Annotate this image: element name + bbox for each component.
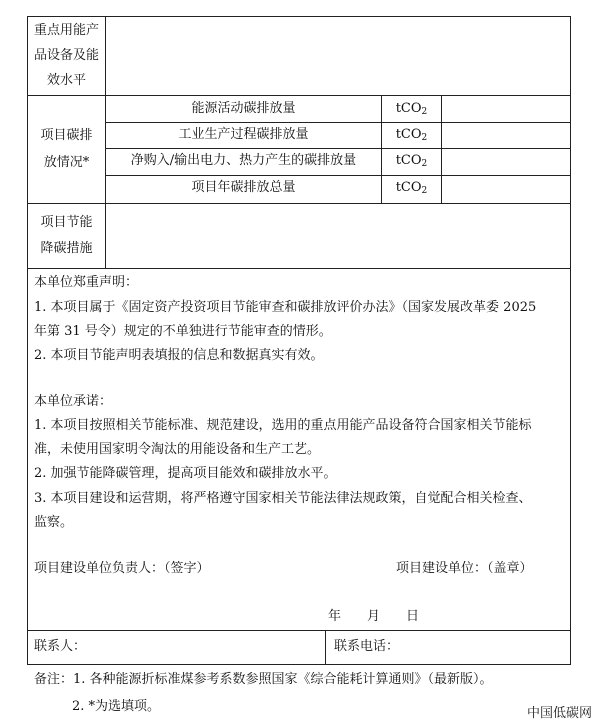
emission-unit: tCO$_2$	[395, 127, 428, 143]
watermark-text: 中国低碳网	[526, 706, 592, 721]
commitment-item-2: 2. 加强节能降碳管理，提高项目能效和碳排放水平。	[34, 466, 337, 481]
emission-item-label: 工业生产过程碳排放量	[178, 127, 309, 142]
emission-item-label: 能源活动碳排放量	[191, 101, 296, 116]
table-left-border	[27, 16, 28, 665]
emission-item-label: 净购入/输出电力、热力产生的碳排放量	[130, 153, 357, 168]
responsible-signature[interactable]: 项目建设单位负责人：（签字）	[34, 561, 210, 576]
commitment-item-3-line-2: 监察。	[34, 515, 74, 530]
notes-line-1: 备注：1. 各种能源折标准煤参考系数参照国家《综合能耗计算通则》（最新版）。	[34, 672, 493, 687]
emission-value-field[interactable]	[442, 149, 570, 175]
measures-value-field[interactable]	[106, 204, 570, 268]
commitment-item-3-line-1: 3. 本项目建设和运营期，将严格遵守国家相关节能法律法规政策，自觉配合相关检查、	[34, 491, 532, 506]
contact-phone-label[interactable]: 联系电话：	[334, 639, 400, 654]
measures-label: 项目节能 降碳措施	[40, 215, 93, 256]
declaration-item-1-line-1: 1. 本项目属于《固定资产投资项目节能审查和碳排放评价办法》（国家发展改革委 2025	[34, 300, 537, 315]
emission-value-field[interactable]	[442, 176, 570, 203]
commitment-item-1-line-1: 1. 本项目按照相关节能标准、规范建设，选用的重点用能产品设备符合国家相关节能标	[34, 418, 532, 433]
unit-seal[interactable]: 项目建设单位：（盖章）	[396, 561, 533, 576]
declaration-title: 本单位郑重声明：	[34, 275, 139, 290]
emission-value-field[interactable]	[442, 123, 570, 148]
emission-value-field[interactable]	[442, 96, 570, 122]
notes-line-2: 2. *为选填项。	[72, 699, 161, 714]
row-divider-contact	[27, 630, 571, 631]
sign-date[interactable]: 年 月 日	[328, 609, 420, 624]
row-divider-3	[27, 268, 571, 269]
commitment-title: 本单位承诺：	[34, 394, 113, 409]
equipment-value-field[interactable]	[106, 17, 570, 95]
emission-label: 项目碳排 放情况*	[40, 128, 93, 170]
declaration-item-2: 2. 本项目节能声明表填报的信息和数据真实有效。	[34, 348, 324, 363]
commitment-item-1-line-2: 准，未使用国家明令淘汰的用能设备和生产工艺。	[34, 442, 321, 457]
contact-divider	[325, 630, 326, 664]
emission-unit: tCO$_2$	[395, 180, 428, 196]
emission-item-label: 项目年碳排放总量	[191, 180, 296, 195]
emission-unit: tCO$_2$	[395, 101, 428, 117]
table-right-border	[570, 16, 571, 665]
emission-unit: tCO$_2$	[395, 153, 428, 169]
table-bottom-border	[27, 664, 571, 665]
contact-person-label[interactable]: 联系人：	[34, 639, 87, 654]
declaration-item-1-line-2: 年第 31 号令）规定的不单独进行节能审查的情形。	[34, 324, 332, 339]
equipment-label: 重点用能产 品设备及能 效水平	[33, 23, 99, 88]
